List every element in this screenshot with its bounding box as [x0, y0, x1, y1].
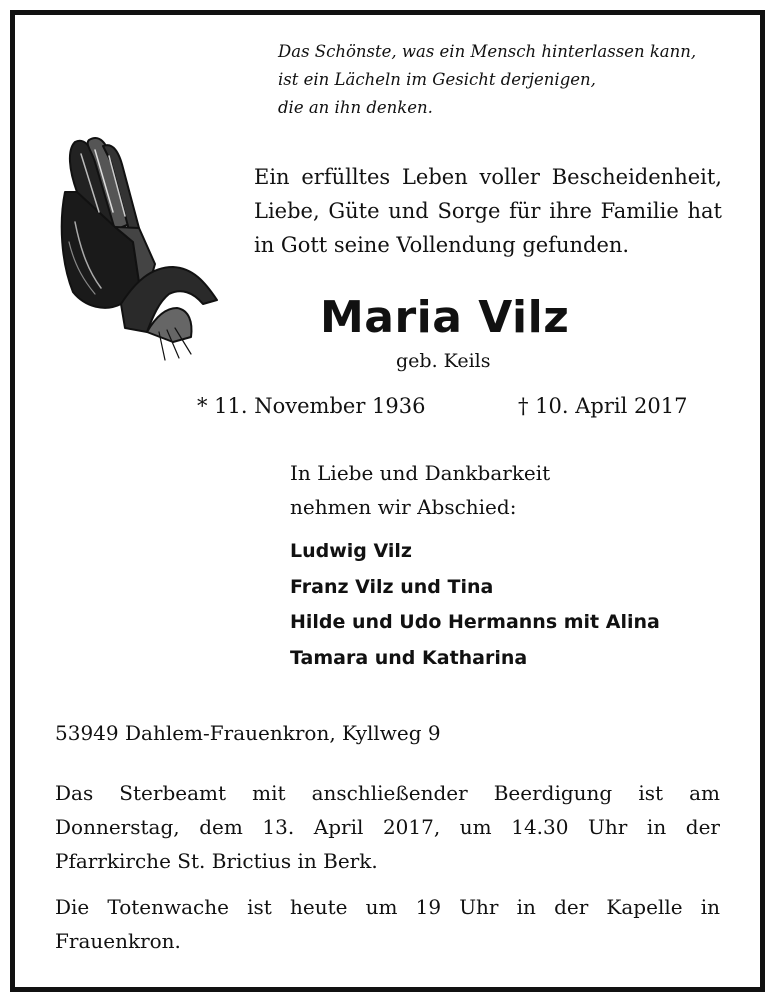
family-member: Tamara und Katharina [290, 646, 528, 669]
family-list [290, 534, 660, 676]
family-member: Hilde und Udo Hermanns mit Alina [290, 611, 660, 633]
farewell-line: nehmen wir Abschied: [290, 495, 517, 519]
quote [278, 38, 748, 122]
quote-line: die an ihn denken. [278, 98, 433, 117]
quote-line: ist ein Lächeln im Gesicht derjenigen, [278, 70, 596, 89]
praying-hands-icon [55, 132, 225, 367]
farewell-line: In Liebe und Dankbarkeit [290, 461, 551, 485]
quote-line: Das Schönste, was ein Mensch hinterlassen kann, [278, 42, 697, 61]
funeral-service-text: Das Sterbeamt mit anschließender Beerdigung ist am Donnerstag, dem 13. April 2017, um 14.30 Uhr in der Pfarrkirche St. Brictius in Berk. [55, 781, 720, 873]
maiden-name: geb. Keils [396, 350, 491, 372]
family-member: Franz Vilz und Tina [290, 575, 494, 598]
death-date: † 10. April 2017 [518, 394, 688, 418]
family-member: Ludwig Vilz [290, 540, 412, 562]
service-info [55, 776, 720, 970]
birth-date: * 11. November 1936 [197, 394, 426, 418]
deceased-name: Maria Vilz [320, 292, 570, 343]
intro-text: Ein erfülltes Leben voller Bescheidenheit, Liebe, Güte und Sorge für ihre Familie hat in Gott seine Vollendung gefunden. [254, 165, 722, 257]
address: 53949 Dahlem-Frauenkron, Kyllweg 9 [55, 721, 441, 745]
wake-text: Die Totenwache ist heute um 19 Uhr in der Kapelle in Frauenkron. [55, 895, 720, 953]
farewell-text [290, 456, 550, 524]
